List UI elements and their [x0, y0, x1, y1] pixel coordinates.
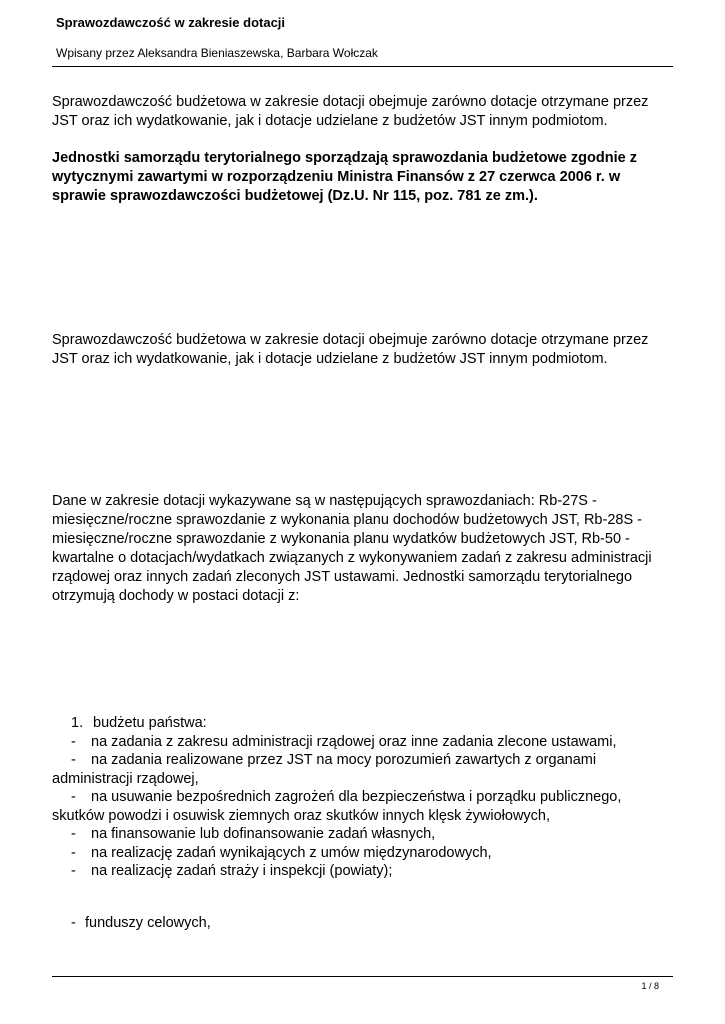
- dash-marker: -: [71, 863, 76, 879]
- page-number: 1 / 8: [641, 981, 659, 991]
- sub-list-item: [52, 862, 673, 881]
- sub-list-item-text: na realizację zadań wynikających z umów międzynarodowych,: [91, 844, 492, 861]
- list-item-label: budżetu państwa:: [93, 715, 207, 731]
- sub-list-item-continuation: administracji rządowej,: [52, 770, 199, 787]
- dash-marker: -: [71, 915, 76, 931]
- sub-list-item: [52, 751, 673, 770]
- sub-list-item-text: na usuwanie bezpośrednich zagrożeń dla bezpieczeństwa i porządku publicznego,: [91, 789, 622, 805]
- sub-list-item: [52, 825, 673, 844]
- footer-divider: [52, 976, 673, 977]
- document-title: Sprawozdawczość w zakresie dotacji: [56, 15, 286, 30]
- regulation-paragraph: Jednostki samorządu terytorialnego sporządzają sprawozdania budżetowe zgodnie z wytycznymi zawartymi w rozporządzeniu Ministra Finansów z 27 czerwca 2006 r. w sprawie sprawozdawczości budżetowej (Dz.U. Nr 115, poz. 781 ze zm.).: [52, 150, 637, 204]
- dash-marker: -: [71, 752, 76, 768]
- sub-list-item-text: na zadania realizowane przez JST na mocy porozumień zawartych z organami: [91, 752, 597, 768]
- sub-list-item-text: na finansowanie lub dofinansowanie zadań własnych,: [91, 826, 436, 842]
- sub-list-item-text: na realizację zadań straży i inspekcji (powiaty);: [91, 863, 393, 879]
- repeated-intro-paragraph: Sprawozdawczość budżetowa w zakresie dotacji obejmuje zarówno dotacje otrzymane przez JST oraz ich wydatkowanie, jak i dotacje udzielane z budżetów JST innym podmiotom.: [52, 332, 649, 367]
- sub-list-item-continuation: skutków powodzi i osuwisk ziemnych oraz skutków innych klęsk żywiołowych,: [52, 807, 551, 824]
- subsidy-sources-list: [52, 714, 673, 881]
- fund-list-item-text: funduszy celowych,: [85, 915, 211, 931]
- list-number: 1.: [71, 715, 84, 731]
- dash-marker: -: [71, 826, 76, 842]
- dash-marker: -: [71, 733, 76, 750]
- fund-list-item: [71, 914, 211, 932]
- list-item: [52, 714, 673, 733]
- intro-paragraph: Sprawozdawczość budżetowa w zakresie dotacji obejmuje zarówno dotacje otrzymane przez JST oraz ich wydatkowanie, jak i dotacje udzielane z budżetów JST innym podmiotom.: [52, 94, 649, 129]
- sub-list-item: [52, 788, 673, 807]
- header-divider: [52, 66, 673, 67]
- sub-list-item: [52, 844, 673, 863]
- reports-paragraph: Dane w zakresie dotacji wykazywane są w następujących sprawozdaniach: Rb-27S - miesięczne/roczne sprawozdanie z wykonania planu dochodów budżetowych JST, Rb-28S - miesięczne/roczne sprawozdanie z wykonania planu wydatków budżetowych JST, Rb-50 - kwartalne o dotacjach/wydatkach związanych z wykonywaniem zadań z zakresu administracji rządowej oraz innych zadań zleconych JST ustawami. Jednostki samorządu terytorialnego otrzymują dochody w postaci dotacji z:: [52, 493, 652, 604]
- sub-list-item: [52, 733, 673, 752]
- document-authors: Wpisany przez Aleksandra Bieniaszewska, Barbara Wołczak: [56, 46, 378, 60]
- sub-list-item-text: na zadania z zakresu administracji rządowej oraz inne zadania zlecone ustawami,: [91, 733, 617, 750]
- dash-marker: -: [71, 789, 76, 805]
- dash-marker: -: [71, 844, 76, 861]
